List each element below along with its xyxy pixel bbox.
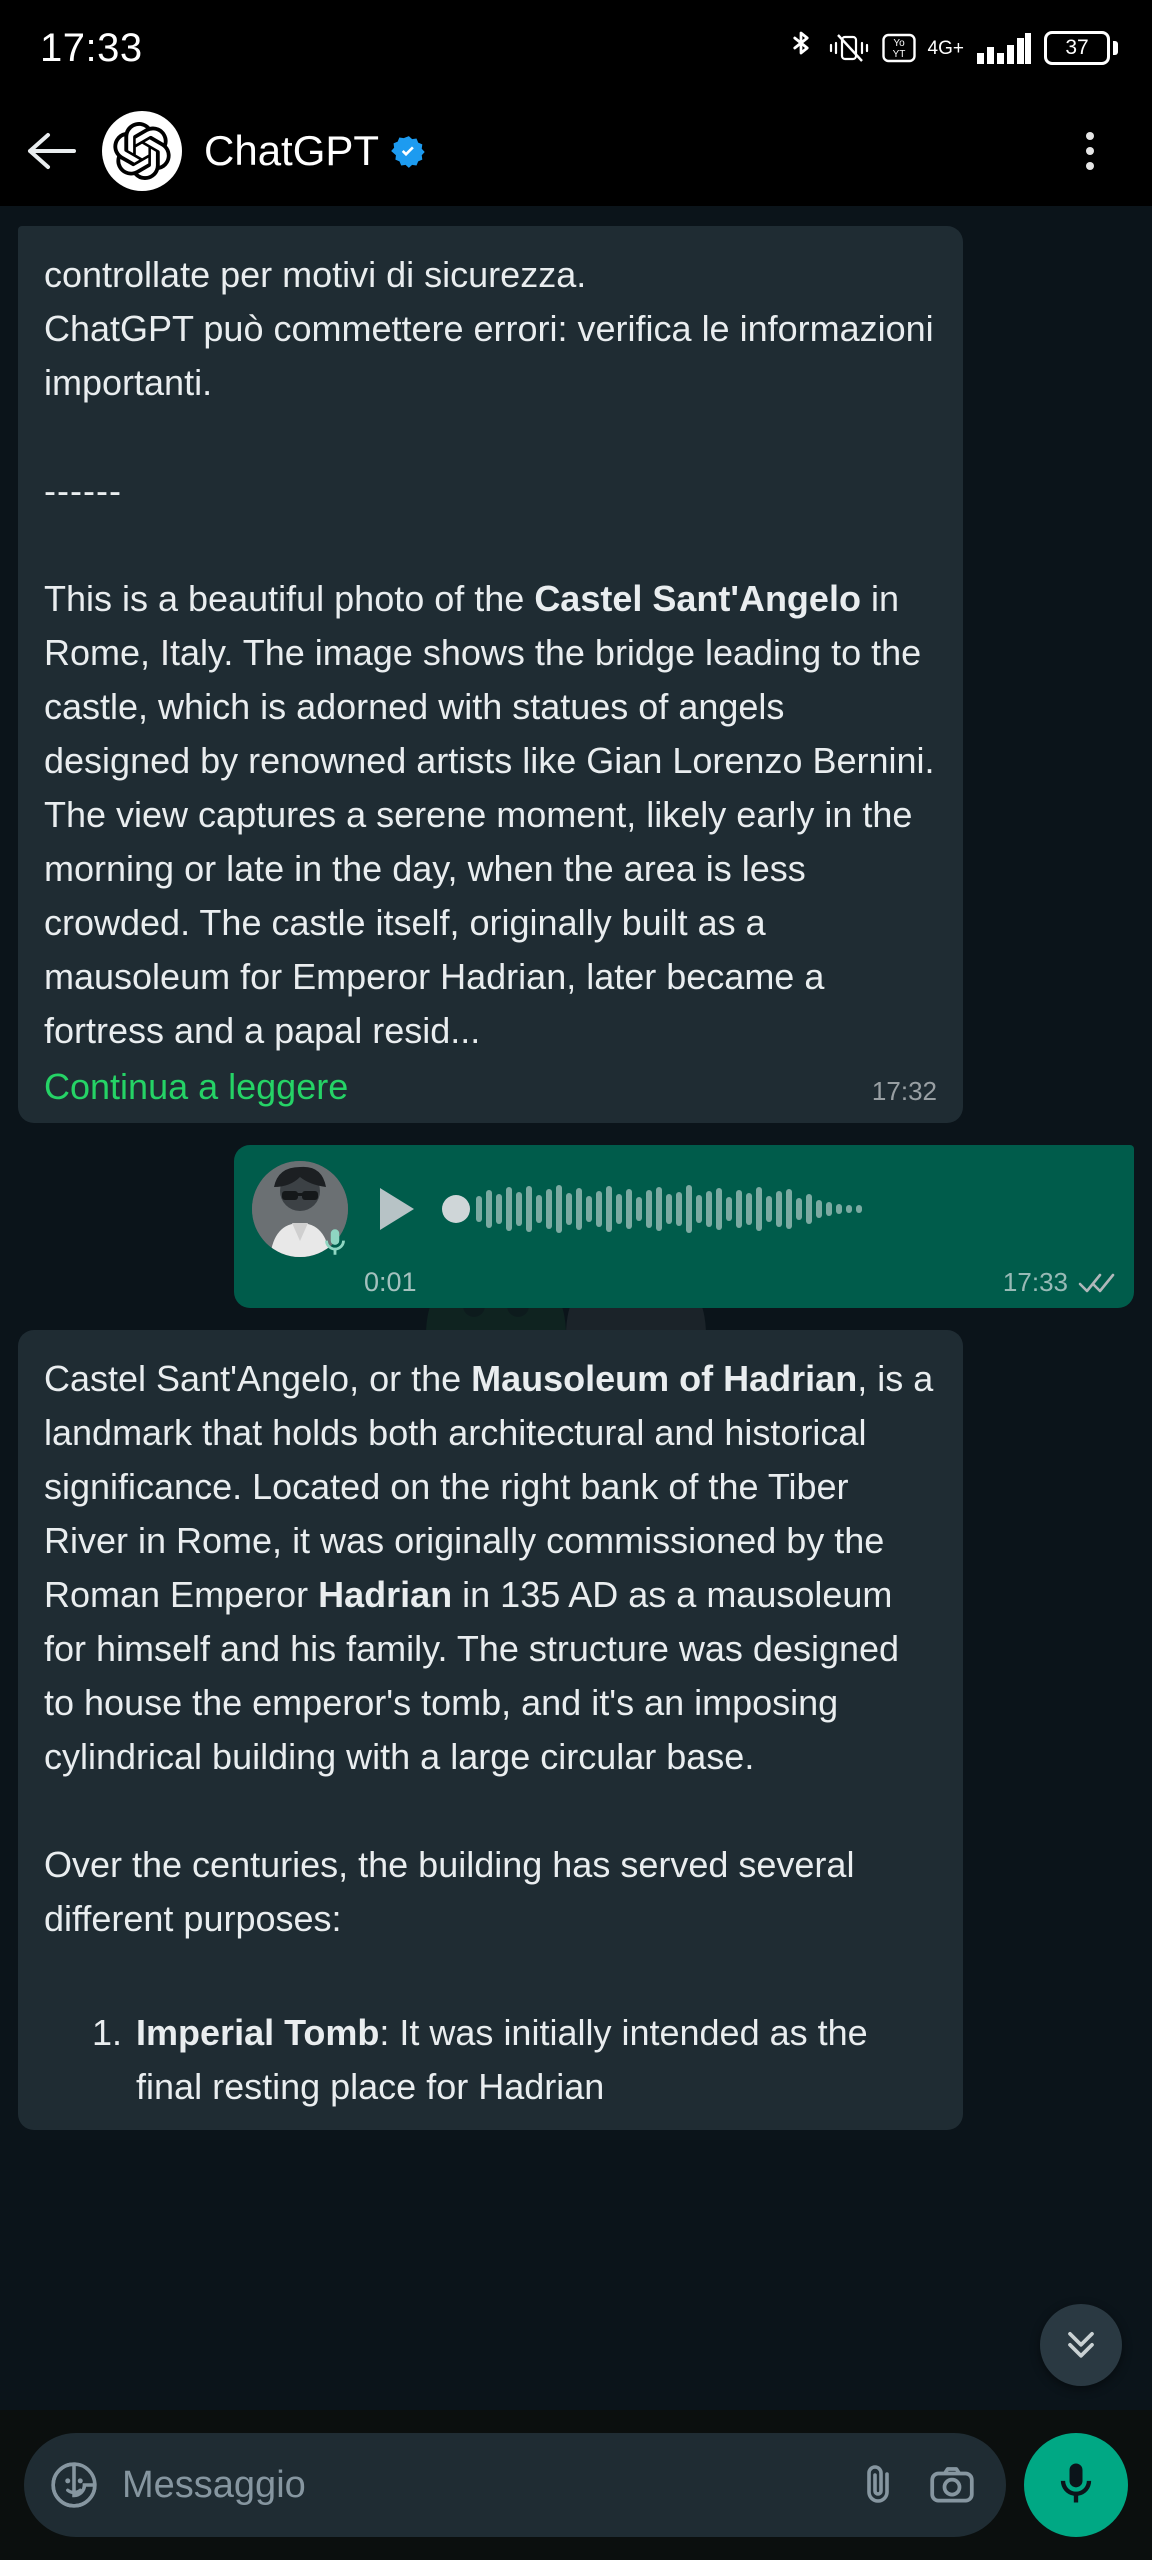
message-row — [0, 1330, 1152, 2130]
sticker-icon[interactable] — [48, 2459, 100, 2511]
back-icon[interactable] — [24, 123, 80, 179]
continue-reading-link[interactable]: Continua a leggere — [44, 1066, 349, 1107]
message-paragraph: controllate per motivi di sicurezza. — [44, 254, 587, 295]
text-fragment: , is a landmark that holds both architectural and historical significance. Located on the right bank of the Tiber River in Rome, it was originally commissioned by the Roman Emperor — [44, 1358, 934, 1615]
vibrate-icon — [828, 31, 870, 65]
overflow-menu-icon[interactable] — [1062, 123, 1118, 179]
message-row — [0, 226, 1152, 1123]
status-icons — [786, 28, 1118, 68]
text-fragment: This is a beautiful photo of the — [44, 578, 535, 619]
voice-sender-avatar-wrap — [252, 1161, 348, 1257]
paragraph-spacer — [44, 518, 937, 572]
chat-header-title[interactable] — [204, 127, 1040, 175]
network-type-label: 4G+ — [927, 37, 964, 59]
battery-icon — [1044, 31, 1118, 65]
message-timestamp: 17:32 — [871, 1076, 937, 1106]
voice-duration: 0:01 — [364, 1267, 417, 1297]
paragraph-spacer — [44, 1784, 937, 1838]
signal-icon — [976, 31, 1032, 65]
paragraph-spacer — [44, 410, 937, 464]
message-paragraph: Over the centuries, the building has served several different purposes: — [44, 1844, 855, 1939]
text-fragment: : It was initially intended as the final resting place for Hadrian — [136, 2012, 868, 2107]
waveform-bars — [476, 1182, 1116, 1236]
voice-message-bubble[interactable] — [234, 1145, 1134, 1308]
text-fragment: in 135 AD as a mausoleum for himself and his family. The structure was designed to house the emperor's tomb, and it's an imposing cylindrical building with a large circular base. — [44, 1574, 900, 1777]
svg-text:YT: YT — [892, 49, 905, 60]
voice-meta — [252, 1267, 1116, 1298]
voice-waveform[interactable] — [442, 1182, 1116, 1236]
message-input[interactable]: Messaggio — [122, 2463, 306, 2506]
microphone-icon — [318, 1225, 352, 1259]
list-item-text — [136, 2006, 937, 2114]
list-item — [44, 2006, 937, 2114]
microphone-icon — [1050, 2457, 1102, 2514]
text-fragment-bold: Castel Sant'Angelo — [534, 578, 861, 619]
voice-note — [252, 1161, 1116, 1257]
message-timestamp: 17:33 — [1002, 1267, 1068, 1297]
text-fragment: Castel Sant'Angelo, or the — [44, 1358, 472, 1399]
message-bubble-incoming[interactable] — [18, 226, 963, 1123]
list-item-number: 1. — [92, 2012, 123, 2053]
battery-percent: 37 — [1065, 36, 1089, 59]
text-fragment-bold: Imperial Tomb — [136, 2012, 380, 2053]
paperclip-icon[interactable] — [852, 2459, 904, 2511]
page-title: ChatGPT — [204, 127, 380, 174]
divider-dashes: ------ — [44, 470, 122, 511]
bluetooth-icon — [786, 28, 816, 68]
play-button[interactable] — [364, 1178, 426, 1240]
text-fragment: in Rome, Italy. The image shows the bridge leading to the castle, which is adorned with statues of angels designed by renowned artists like Gian Lorenzo Bernini. The view captures a serene moment, likely early in the morning or late in the day, when the area is less crowded. The castle itself, originally built as a mausoleum for Emperor Hadrian, later became a fortress and a papal resid... — [44, 578, 935, 1051]
playback-scrubber-handle[interactable] — [442, 1195, 470, 1223]
text-fragment-bold: Hadrian — [318, 1574, 453, 1615]
message-row — [0, 1145, 1152, 1308]
message-bubble-incoming[interactable] — [18, 1330, 963, 2130]
status-bar — [0, 0, 1152, 96]
voice-record-button[interactable] — [1024, 2433, 1128, 2537]
message-composer — [0, 2410, 1152, 2560]
text-fragment-bold: Mausoleum of Hadrian — [471, 1358, 858, 1399]
youtube-music-icon — [882, 33, 916, 63]
chat-scroll-area[interactable] — [0, 206, 1152, 2410]
voice-status — [1003, 1267, 1116, 1298]
message-rich-paragraph — [44, 572, 937, 1058]
message-list — [0, 206, 1152, 2130]
verified-badge-icon — [391, 134, 425, 168]
composer-input-pill[interactable] — [24, 2433, 1006, 2537]
camera-icon[interactable] — [926, 2459, 978, 2511]
message-paragraph: ChatGPT può commettere errori: verifica le informazioni importanti. — [44, 308, 934, 403]
scroll-to-bottom-button[interactable] — [1040, 2304, 1122, 2386]
read-receipt-icon — [1078, 1271, 1116, 1295]
chevron-double-down-icon — [1059, 2321, 1103, 2370]
status-time: 17:33 — [40, 25, 143, 70]
chat-app-bar — [0, 96, 1152, 206]
svg-text:Yo: Yo — [892, 38, 905, 49]
avatar[interactable] — [102, 111, 182, 191]
message-rich-paragraph — [44, 1352, 937, 1784]
paragraph-spacer — [44, 1946, 937, 2000]
